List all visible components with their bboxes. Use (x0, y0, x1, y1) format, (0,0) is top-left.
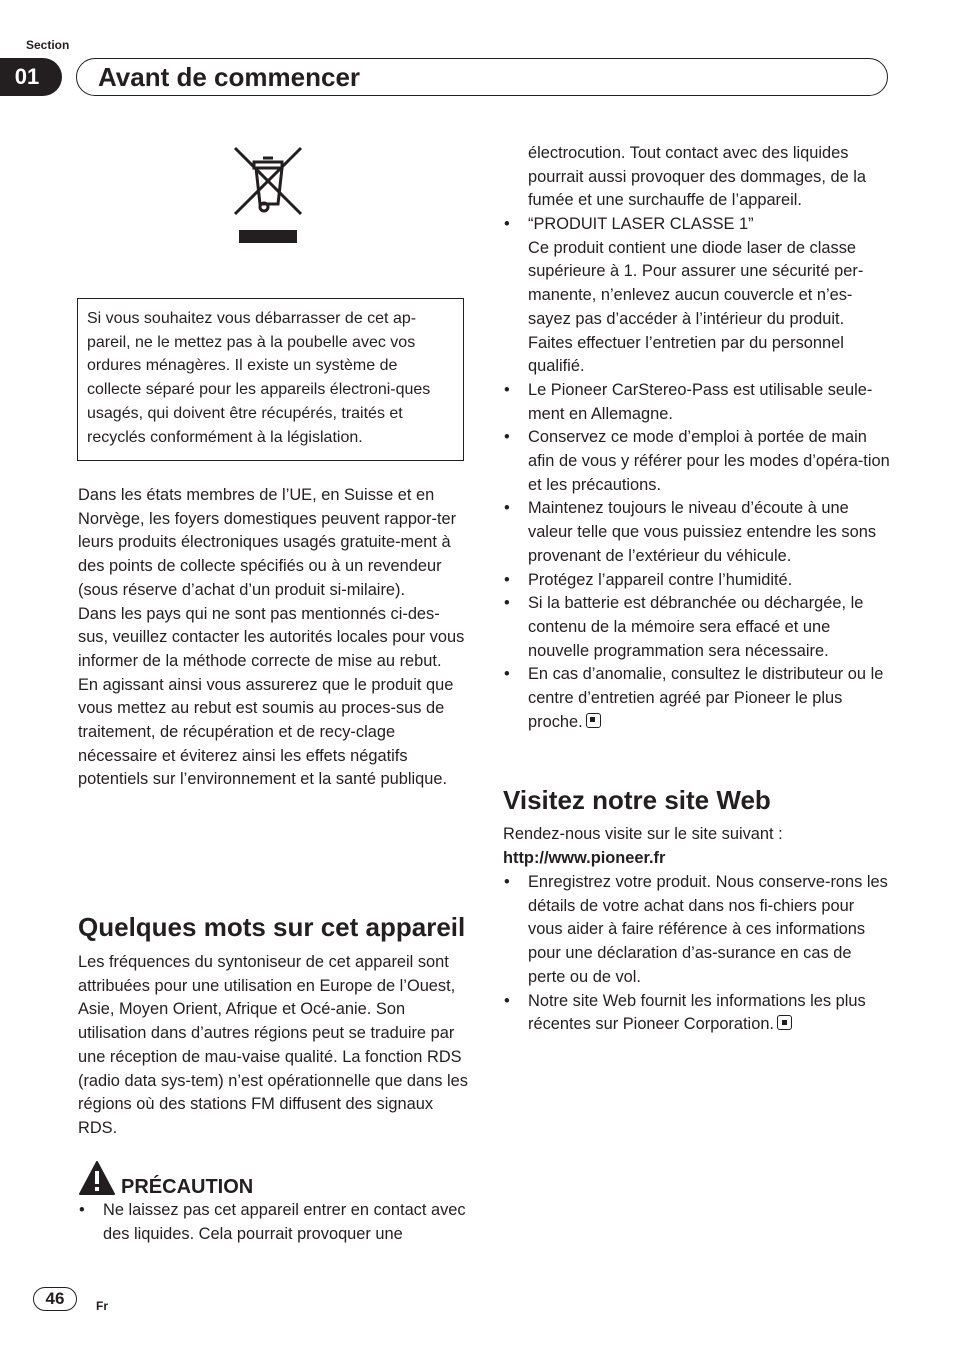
website-url-link[interactable]: http://www.pioneer.fr (503, 848, 666, 867)
language-code: Fr (96, 1299, 108, 1313)
list-item: • Ne laissez pas cet appareil entrer en contact avec des liquides. Cela pourrait provoquer une (78, 1199, 468, 1246)
paragraph: Dans les états membres de l’UE, en Suisse et en Norvège, les foyers domestiques peuvent rappor-ter leurs produits électroniques usagés gratuite-ment à des points de collecte spécifiés ou à un revendeur (sous réserve d’achat d’un produit si-milaire). (78, 486, 457, 599)
end-mark-icon (586, 713, 601, 728)
website-intro (503, 823, 893, 870)
list-item (503, 663, 893, 734)
precaution-list-start (78, 1199, 468, 1246)
end-mark-icon (777, 1015, 792, 1030)
list-item: • Enregistrez votre produit. Nous conserve-rons les détails de votre achat dans nos fi-chiers pour vous aider à faire référence à ces informations pour une déclaration d’as-surance en cas de perte ou de vol. (503, 871, 893, 990)
precaution-label: PRÉCAUTION (121, 1176, 254, 1198)
list-item-text: Notre site Web fournit les informations les plus récentes sur Pioneer Corporation. (528, 991, 866, 1034)
paragraph: Dans les pays qui ne sont pas mentionnés ci-des-sus, veuillez contacter les autorités locales pour vous informer de la méthode correcte de mise au rebut. (78, 604, 465, 670)
website-heading: Visitez notre site Web (503, 785, 771, 815)
list-item: • Protégez l’appareil contre l’humidité. (503, 569, 893, 593)
page-number: 46 (33, 1287, 77, 1311)
precaution-list (503, 213, 893, 734)
list-item (503, 213, 893, 379)
website-list (503, 871, 893, 1037)
section-title: Avant de commencer (98, 62, 361, 92)
list-item: • Le Pioneer CarStereo-Pass est utilisable seule-ment en Allemagne. (503, 379, 893, 426)
section-number: 01 (0, 58, 62, 96)
list-item (503, 990, 893, 1037)
list-item: • Si la batterie est débranchée ou déchargée, le contenu de la mémoire sera effacé et une nouvelle programmation sera nécessaire. (503, 592, 893, 663)
list-item: • Conservez ce mode d’emploi à portée de main afin de vous y référer pour les modes d’opéra-tion et les précautions. (503, 426, 893, 497)
list-item-text: En cas d’anomalie, consultez le distributeur ou le centre d’entretien agréé par Pioneer le plus proche. (528, 665, 884, 731)
list-item-title: “PRODUIT LASER CLASSE 1” (528, 215, 754, 233)
crossed-out-wheelie-bin-icon (233, 146, 303, 246)
list-item-text: Ce produit contient une diode laser de classe supérieure à 1. Pour assurer une sécurité per-manente, n’enlevez aucun couvercle et n’es-sayez pas d’accéder à l’intérieur du produit. Faites effectuer l’entretien par du personnel qualifié. (528, 238, 864, 376)
disposal-notice-box (77, 298, 464, 461)
precaution-continuation: électrocution. Tout contact avec des liquides pourrait aussi provoquer des dommages, de la fumée et une surchauffe de l’appareil. (528, 144, 867, 210)
about-heading: Quelques mots sur cet appareil (78, 912, 466, 942)
section-label: Section (26, 38, 70, 52)
disposal-paragraphs (78, 484, 468, 792)
about-text: Les fréquences du syntoniseur de cet appareil sont attribuées pour une utilisation en Europe de l’Ouest, Asie, Moyen Orient, Afrique et Océ-anie. Son utilisation dans d’autres régions peut se traduire par une réception de mau-vaise qualité. La fonction RDS (radio data sys-tem) n’est opérationnelle que dans les régions où des stations FM diffusent des signaux RDS. (78, 953, 468, 1137)
list-item: • Maintenez toujours le niveau d’écoute à une valeur telle que vous puissiez entendre les sons provenant de l’extérieur du véhicule. (503, 497, 893, 568)
paragraph: En agissant ainsi vous assurerez que le produit que vous mettez au rebut est soumis au proces-sus de traitement, de récupération et de recy-clage nécessaire et éviterez ainsi les effets négatifs potentiels sur l’environnement et la santé publique. (78, 675, 454, 789)
warning-triangle-icon (78, 1160, 116, 1196)
website-intro-text: Rendez-nous visite sur le site suivant : (503, 825, 783, 843)
disposal-notice-text: Si vous souhaitez vous débarrasser de cet ap-pareil, ne le mettez pas à la poubelle avec vos ordures ménagères. Il existe un système de collecte séparé pour les appareils électroni-ques usagés, qui doivent être récupérés, traités et recyclés conformément à la législation. (87, 310, 431, 446)
